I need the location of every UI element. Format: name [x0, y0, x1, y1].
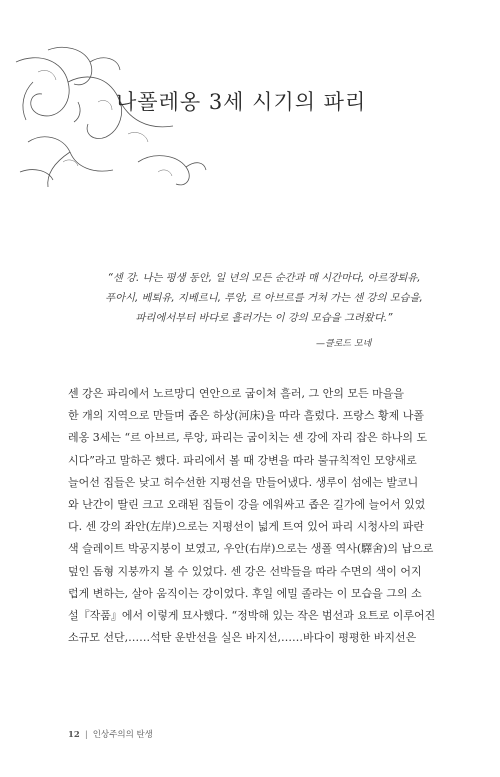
- floral-ornament: [8, 42, 208, 192]
- body-line: 와 난간이 딸린 크고 오래된 집들이 강을 에워싸고 좁은 길가에 늘어서 있었: [68, 497, 426, 511]
- quote-line: 푸아시, 베퇴유, 지베르니, 루앙, 르 아브르를 거쳐 가는 센 강의 모습을,: [105, 292, 423, 304]
- body-line: 레옹 3세는 “르 아브르, 루앙, 파리는 굽이치는 센 강에 자리 잡은 하나의 도: [68, 431, 428, 445]
- chapter-title: 나폴레옹 3세 시기의 파리: [116, 90, 367, 114]
- quote-line: 파리에서부터 바다로 흘러가는 이 강의 모습을 그려왔다.”: [135, 312, 393, 324]
- body-line: 한 개의 지역으로 만들며 좁은 하상(河床)을 따라 흘렀다. 프랑스 황제 나폴: [68, 409, 424, 423]
- page-number: 12: [68, 730, 80, 740]
- body-line: 늘어선 집들은 낮고 허수선한 지평선을 만들어냈다. 생루이 섬에는 발코니: [68, 475, 419, 489]
- body-line: 다. 센 강의 좌안(左岸)으로는 지평선이 넓게 트여 있어 파리 시청사의 파란: [68, 520, 424, 534]
- epigraph-quote: [64, 268, 464, 328]
- body-line: 설『작품』에서 이렇게 묘사했다. “정박해 있는 작은 범선과 요트로 이루어진: [68, 608, 436, 622]
- body-line: 덮인 돔형 지붕까지 볼 수 있었다. 센 강은 선박들을 따라 수면의 색이 어지: [68, 564, 422, 578]
- body-line: 색 슬레이트 박공지붕이 보였고, 우안(右岸)으로는 생폴 역사(驛舍)의 납으로: [68, 542, 434, 556]
- page-footer: [68, 728, 153, 740]
- body-line: 소규모 선단,……석탄 운반선을 실은 바지선,……바다이 평평한 바지선은: [68, 631, 417, 645]
- quote-line: “센 강. 나는 평생 동안, 일 년의 모든 순간과 매 시간마다, 아르장퇴유,: [107, 272, 421, 284]
- body-line: 센 강은 파리에서 노르망디 연안으로 굽이쳐 흘러, 그 안의 모든 마을을: [68, 387, 404, 400]
- quote-author: —클로드 모네: [316, 339, 372, 349]
- body-line: 럽게 변하는, 살아 움직이는 강이었다. 후일 에밀 졸라는 이 모습을 그의 소: [68, 586, 422, 600]
- body-paragraph: [68, 383, 458, 649]
- book-title: 인상주의의 탄생: [92, 730, 153, 740]
- footer-separator: |: [84, 730, 88, 740]
- body-line: 시다”라고 말하곤 했다. 파리에서 볼 때 강변을 따라 불규칙적인 모양새로: [68, 453, 417, 467]
